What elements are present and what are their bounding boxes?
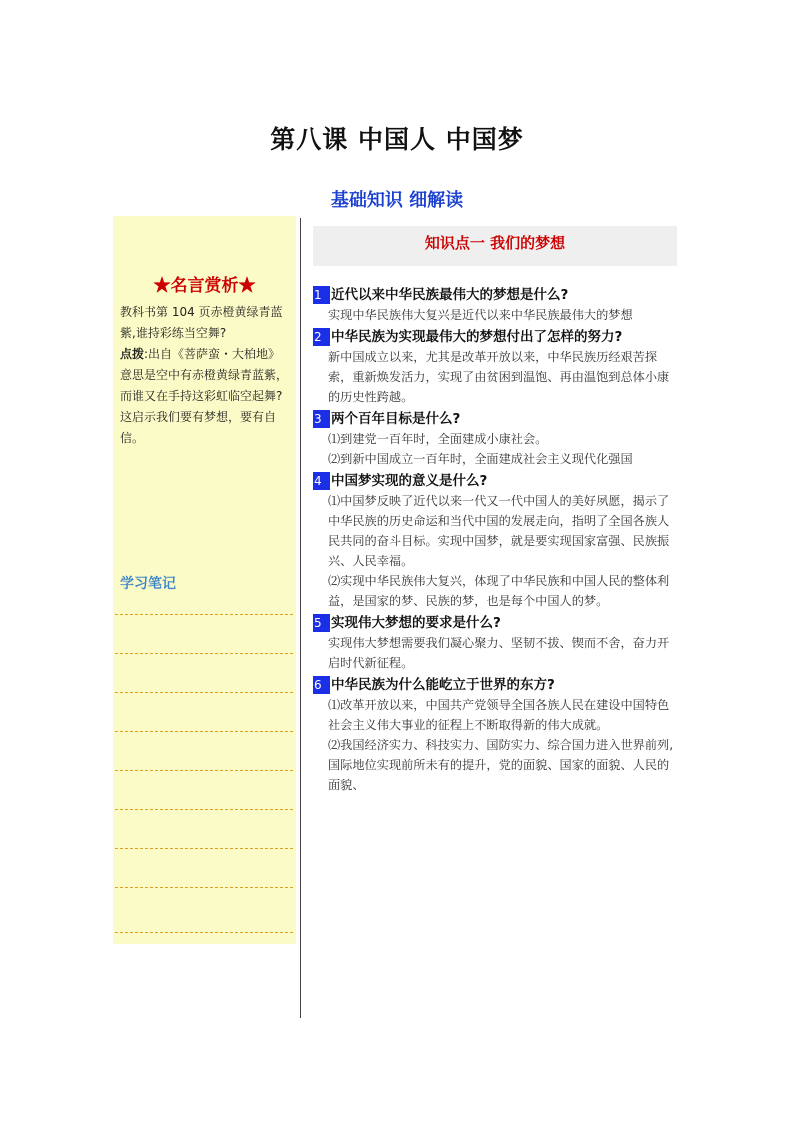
answer-text: 实现伟大梦想需要我们凝心聚力、坚韧不拔、锲而不舍，奋力开启时代新征程。 [328, 636, 670, 670]
answer-text: ⑴改革开放以来，中国共产党领导全国各族人民在建设中国特色社会主义伟大事业的征程上不断取得新的伟大成就。 [328, 698, 670, 732]
answer-text: ⑴中国梦反映了近代以来一代又一代中国人的美好夙愿，揭示了中华民族的历史命运和当代中国的发展走向，指明了全国各族人民共同的奋斗目标。实现中国梦，就是要实现国家富强、民族振兴、人民幸福。 [328, 494, 670, 568]
qa-item [313, 409, 676, 469]
note-line [115, 692, 293, 693]
note-line [115, 848, 293, 849]
qa-item [313, 471, 676, 611]
question-number: 1 [313, 286, 330, 304]
question-number: 4 [313, 472, 330, 490]
answer-text: 实现中华民族伟大复兴是近代以来中华民族最伟大的梦想 [328, 308, 633, 322]
note-line [115, 731, 293, 732]
column-divider [300, 218, 301, 1018]
question [313, 471, 676, 491]
quote-meaning: 意思是空中有赤橙黄绿青蓝紫，而谁又在手持这彩虹临空起舞?这启示我们要有梦想，要有自信。 [120, 368, 289, 445]
note-line [115, 932, 293, 933]
qa-item [313, 327, 676, 407]
tip-line [120, 344, 292, 365]
note-line [115, 770, 293, 771]
question-text: 两个百年目标是什么? [331, 411, 461, 427]
question-text: 中国梦实现的意义是什么? [331, 473, 488, 489]
quote-text: 教科书第 104 页赤橙黄绿青蓝紫,谁持彩练当空舞? [120, 305, 283, 340]
question [313, 327, 676, 347]
sidebar [113, 216, 296, 944]
question-number: 5 [313, 614, 330, 632]
question-text: 中华民族为实现最伟大的梦想付出了怎样的努力? [331, 329, 623, 345]
page-title: 第八课 中国人 中国梦 [270, 125, 524, 154]
tip-label: 点拨 [120, 347, 145, 361]
answer-text: ⑴到建党一百年时，全面建成小康社会。 [328, 432, 548, 446]
question [313, 409, 676, 429]
note-line [115, 809, 293, 810]
qa-list [313, 283, 676, 795]
question-text: 中华民族为什么能屹立于世界的东方? [331, 677, 555, 693]
question-text: 近代以来中华民族最伟大的梦想是什么? [331, 287, 569, 303]
note-line [115, 887, 293, 888]
answer-text: ⑵到新中国成立一百年时，全面建成社会主义现代化强国 [328, 452, 633, 466]
quote-title: ★名言赏析★ [153, 276, 256, 296]
question-text: 实现伟大梦想的要求是什么? [331, 615, 501, 631]
answer-text: ⑵我国经济实力、科技实力、国防实力、综合国力进入世界前列,国际地位实现前所未有的提升，党的面貌、国家的面貌、人民的面貌、 [328, 738, 674, 792]
knowledge-point-header: 知识点一 我们的梦想 [313, 226, 677, 266]
qa-item [313, 675, 676, 795]
section-subtitle: 基础知识 细解读 [330, 190, 464, 211]
qa-item [313, 613, 676, 673]
note-line [115, 653, 293, 654]
question [313, 675, 676, 695]
answer-text: ⑵实现中华民族伟大复兴，体现了中华民族和中国人民的整体利益，是国家的梦、民族的梦，也是每个中国人的梦。 [328, 574, 670, 608]
notes-title: 学习笔记 [120, 576, 176, 592]
question-number: 6 [313, 676, 330, 694]
question-number: 2 [313, 328, 330, 346]
question-number: 3 [313, 410, 330, 428]
answer-text: 新中国成立以来，尤其是改革开放以来，中华民族历经艰苦探索，重新焕发活力，实现了由贫困到温饱、再由温饱到总体小康的历史性跨越。 [328, 350, 670, 404]
question [313, 285, 676, 305]
question [313, 613, 676, 633]
tip-text: :出自《菩萨蛮・大柏地》 [144, 347, 281, 361]
qa-item [313, 285, 676, 325]
note-line [115, 614, 293, 615]
quote-body [120, 302, 292, 449]
